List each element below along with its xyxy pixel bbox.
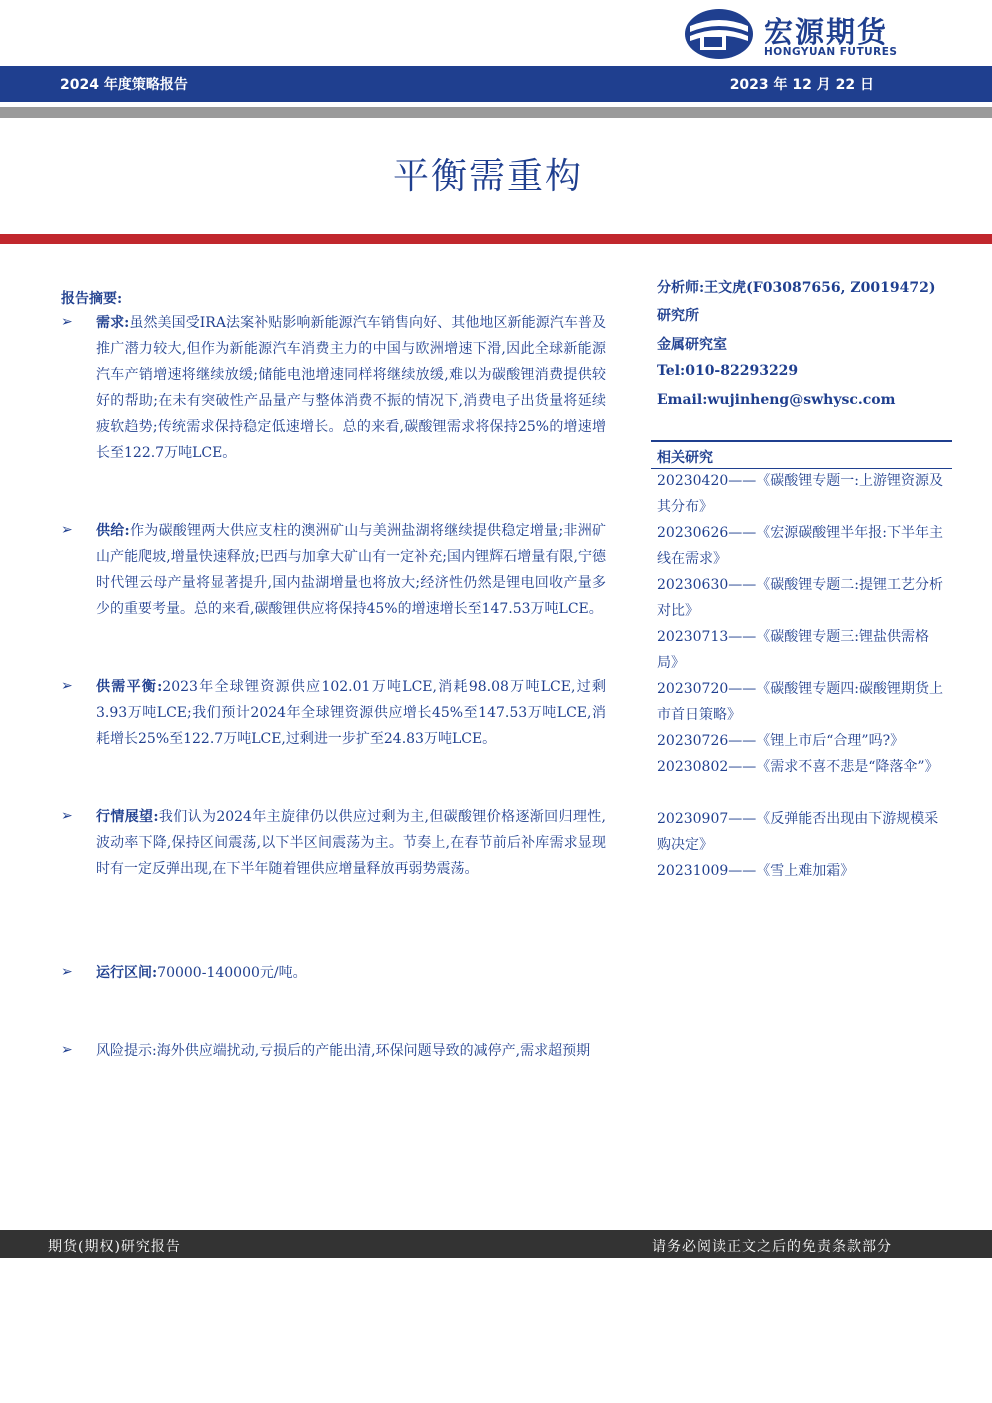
related-research-header bbox=[651, 440, 952, 469]
bullet-icon: ➢ bbox=[61, 678, 73, 694]
summary-key: 行情展望: bbox=[96, 809, 159, 825]
bullet-icon: ➢ bbox=[61, 314, 73, 330]
logo-text-cn: 宏源期货 bbox=[764, 15, 889, 49]
summary-text: 作为碳酸锂两大供应支柱的澳洲矿山与美洲盐湖将继续提供稳定增量;非洲矿山产能爬坡,增量快速释放;巴西与加拿大矿山有一定补充;国内锂辉石增量有限,宁德时代锂云母产量将显著提升,国内盐湖增量也将放大;经济性仍然是锂电回收产量多少的重要考量。总的来看,碳酸锂供应将保持45%的增速增长至147.53万吨LCE。 bbox=[96, 523, 606, 617]
bullet-icon: ➢ bbox=[61, 964, 73, 980]
summary-item-supply bbox=[96, 518, 606, 622]
summary-item-range bbox=[96, 960, 606, 986]
bullet-icon: ➢ bbox=[61, 522, 73, 538]
related-item[interactable]: 20231009——《雪上难加霜》 bbox=[657, 863, 855, 879]
summary-text: 70000-140000元/吨。 bbox=[157, 965, 307, 981]
hongyuan-logo-icon bbox=[684, 8, 754, 60]
summary-key: 运行区间: bbox=[96, 965, 158, 981]
analyst-name: 分析师:王文虎(F03087656, Z0019472) bbox=[657, 280, 936, 296]
summary-item-outlook bbox=[96, 804, 606, 882]
summary-text: 我们认为2024年主旋律仍以供应过剩为主,但碳酸锂价格逐渐回归理性,波动率下降,保持区间震荡,以下半区间震荡为主。节奏上,在春节前后补库需求显现时有一定反弹出现,在下半年随着锂供应增量释放再弱势震荡。 bbox=[96, 809, 606, 877]
related-item[interactable]: 20230626——《宏源碳酸锂半年报:下半年主线在需求》 bbox=[657, 525, 943, 567]
divider-gray bbox=[0, 107, 992, 118]
summary-key: 需求: bbox=[96, 315, 130, 331]
analyst-office: 金属研究室 bbox=[657, 337, 727, 353]
related-research-label: 相关研究 bbox=[657, 450, 713, 466]
related-item[interactable]: 20230630——《碳酸锂专题二:提锂工艺分析对比》 bbox=[657, 577, 943, 619]
page-title: 平衡需重构 bbox=[392, 156, 583, 197]
summary-item-balance bbox=[96, 674, 606, 752]
analyst-tel: Tel:010-82293229 bbox=[657, 363, 799, 379]
summary-key: 供给: bbox=[96, 523, 130, 539]
company-logo bbox=[684, 6, 924, 62]
summary-item-risk bbox=[96, 1038, 606, 1064]
summary-text: 虽然美国受IRA法案补贴影响新能源汽车销售向好、其他地区新能源汽车普及推广潜力较大,但作为新能源汽车消费主力的中国与欧洲增速下滑,因此全球新能源汽车产销增速将继续放缓;储能电池增速同样将继续放缓,难以为碳酸锂消费提供较好的帮助;在未有突破性产品量产与整体消费不振的情况下,消费电子出货量将延续疲软趋势;传统需求保持稳定低速增长。总的来看,碳酸锂需求将保持25%的增速增长至122.7万吨LCE。 bbox=[96, 315, 606, 461]
related-item[interactable]: 20230720——《碳酸锂专题四:碳酸锂期货上市首日策略》 bbox=[657, 681, 943, 723]
summary-item-demand bbox=[96, 310, 606, 466]
bullet-icon: ➢ bbox=[61, 1042, 73, 1058]
summary-text: 风险提示:海外供应端扰动,亏损后的产能出清,环保问题导致的减停产,需求超预期 bbox=[96, 1043, 591, 1059]
report-date: 2023 年 12 月 22 日 bbox=[729, 77, 874, 93]
bullet-icon: ➢ bbox=[61, 808, 73, 824]
summary-label: 报告摘要: bbox=[61, 291, 123, 307]
divider-red bbox=[0, 234, 992, 244]
footer-left-text: 期货(期权)研究报告 bbox=[48, 1239, 181, 1255]
summary-text: 2023年全球锂资源供应102.01万吨LCE,消耗98.08万吨LCE,过剩3.93万吨LCE;我们预计2024年全球锂资源供应增长45%至147.53万吨LCE,消耗增长25%至122.7万吨LCE,过剩进一步扩至24.83万吨LCE。 bbox=[96, 679, 606, 747]
related-item[interactable]: 20230726——《锂上市后“合理”吗?》 bbox=[657, 733, 905, 749]
summary-key: 供需平衡: bbox=[96, 679, 163, 695]
analyst-email: Email:wujinheng@swhysc.com bbox=[657, 392, 896, 408]
related-item[interactable]: 20230420——《碳酸锂专题一:上游锂资源及其分布》 bbox=[657, 473, 943, 515]
footer-disclaimer-text: 请务必阅读正文之后的免责条款部分 bbox=[652, 1239, 892, 1255]
related-item[interactable]: 20230802——《需求不喜不悲是“降落伞”》 bbox=[657, 759, 939, 775]
report-type: 2024 年度策略报告 bbox=[60, 77, 188, 93]
analyst-dept: 研究所 bbox=[657, 308, 699, 324]
logo-text-en: HONGYUAN FUTURES bbox=[764, 46, 898, 58]
related-item[interactable]: 20230907——《反弹能否出现由下游规模采购决定》 bbox=[657, 811, 939, 853]
related-item[interactable]: 20230713——《碳酸锂专题三:锂盐供需格局》 bbox=[657, 629, 929, 671]
